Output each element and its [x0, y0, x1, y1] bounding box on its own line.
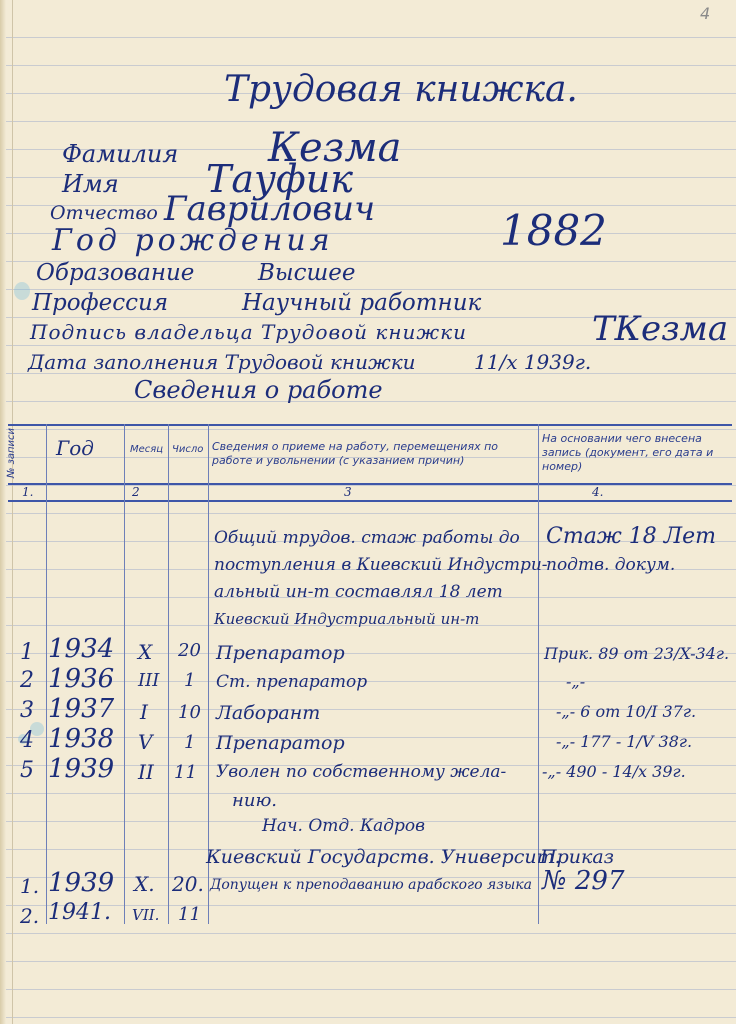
entry-num: 5 [20, 758, 34, 783]
colnum-4: 4. [592, 485, 604, 499]
entry-day: 11 [178, 904, 201, 925]
entry-day: 20. [172, 872, 204, 896]
entry-text: Лаборант [216, 702, 321, 724]
entry-text: Допущен к преподаванию арабского языка [210, 877, 532, 893]
name-label: Имя [62, 170, 119, 198]
entry-day: 11 [174, 762, 197, 783]
entry-text: Препаратор [216, 732, 345, 754]
entry-day: 20 [178, 640, 201, 661]
entry-basis: -„- 490 - 14/x 39г. [542, 762, 686, 781]
intro-basis: подтв. докум. [546, 555, 676, 575]
page-title: Трудовая книжка. [224, 69, 578, 110]
page-number: 4 [700, 4, 711, 23]
owner-signature: ТКезма [592, 309, 729, 349]
entry-day: 1 [184, 732, 196, 753]
entry-year: 1941. [48, 900, 111, 925]
education-value: Высшее [258, 260, 356, 286]
entry-month: II [138, 760, 154, 784]
entry-num: 1. [20, 874, 40, 898]
entry-text-cont: нию. [232, 790, 278, 811]
intro-line: Киевский Индустриальный ин-т [214, 610, 480, 628]
colnum-3: 3 [344, 485, 352, 499]
header-number: № записи [6, 427, 17, 478]
birth-year-value: 1882 [500, 206, 607, 255]
entry-basis: Прик. 89 от 23/X-34г. [544, 644, 730, 663]
entry-num: 2 [20, 668, 34, 693]
col-divider [124, 424, 125, 924]
header-year: Год [56, 436, 94, 460]
entry-year: 1934 [48, 634, 115, 664]
patronymic-value: Гаврилович [164, 189, 376, 229]
table-colnum-rule [8, 500, 732, 502]
entry-basis: № 297 [542, 866, 625, 896]
surname-value: Кезма [268, 125, 402, 171]
entry-month: III [138, 670, 160, 691]
entry-year: 1936 [48, 664, 115, 694]
entry-month: I [140, 700, 148, 724]
col-divider [46, 424, 47, 924]
entry-month: VII. [132, 906, 160, 924]
header-basis: На основании чего внесена запись (документ, его дата и номер) [542, 432, 714, 473]
signature-label: Подпись владельца Трудовой книжки [30, 320, 467, 344]
name-value: Тауфик [206, 157, 353, 201]
colnum-1: 1. [22, 485, 34, 499]
surname-label: Фамилия [62, 140, 179, 168]
education-label: Образование [36, 260, 195, 286]
entry-month: V [138, 730, 153, 754]
hr-note: Нач. Отд. Кадров [262, 816, 426, 836]
colnum-2: 2 [132, 485, 140, 499]
intro-line: Общий трудов. стаж работы до [214, 528, 520, 548]
entry-num: 4 [20, 728, 34, 753]
page-edge [0, 0, 6, 1024]
entry-year: 1937 [48, 694, 115, 724]
intro-line: поступления в Киевский Индустри- [214, 555, 548, 575]
patronymic-label: Отчество [50, 202, 158, 224]
entry-num: 1 [20, 640, 34, 665]
entry-year: 1939 [48, 868, 115, 898]
entry-day: 1 [184, 670, 196, 691]
intro-line: альный ин-т составлял 18 лет [214, 582, 503, 602]
header-day: Число [172, 444, 204, 455]
margin-line [12, 0, 13, 1024]
entry-day: 10 [178, 702, 201, 723]
order-label: Приказ [540, 846, 615, 868]
profession-label: Профессия [32, 290, 169, 316]
section-title: Сведения о работе [134, 376, 383, 404]
entry-text: Препаратор [216, 642, 345, 664]
entry-basis: -„- 177 - 1/V 38г. [556, 732, 693, 751]
fill-date-value: 11/x 1939г. [474, 350, 592, 374]
table-header-rule [8, 483, 732, 485]
entry-month: X. [134, 872, 155, 896]
col-divider [168, 424, 169, 924]
header-details: Сведения о приеме на работу, перемещениях по работе и увольнении (с указанием причин) [212, 440, 499, 467]
university-name: Киевский Государств. Университ. [206, 846, 561, 868]
header-month: Месяц [130, 444, 164, 455]
entry-num: 2. [20, 904, 40, 928]
entry-text: Ст. препаратор [216, 672, 368, 692]
ink-blot [14, 282, 30, 300]
entry-basis: -„- 6 от 10/I 37г. [556, 702, 697, 721]
entry-text: Уволен по собственному жела- [216, 762, 507, 782]
entry-year: 1938 [48, 724, 115, 754]
birth-year-label: Год рождения [52, 223, 334, 258]
intro-basis: Стаж 18 Лет [546, 524, 717, 549]
table-top-rule [8, 424, 732, 426]
entry-basis: -„- [566, 672, 586, 691]
fill-date-label: Дата заполнения Трудовой книжки [28, 350, 416, 374]
entry-num: 3 [20, 698, 34, 723]
entry-year: 1939 [48, 754, 115, 784]
profession-value: Научный работник [242, 290, 482, 316]
entry-month: X [138, 640, 153, 664]
